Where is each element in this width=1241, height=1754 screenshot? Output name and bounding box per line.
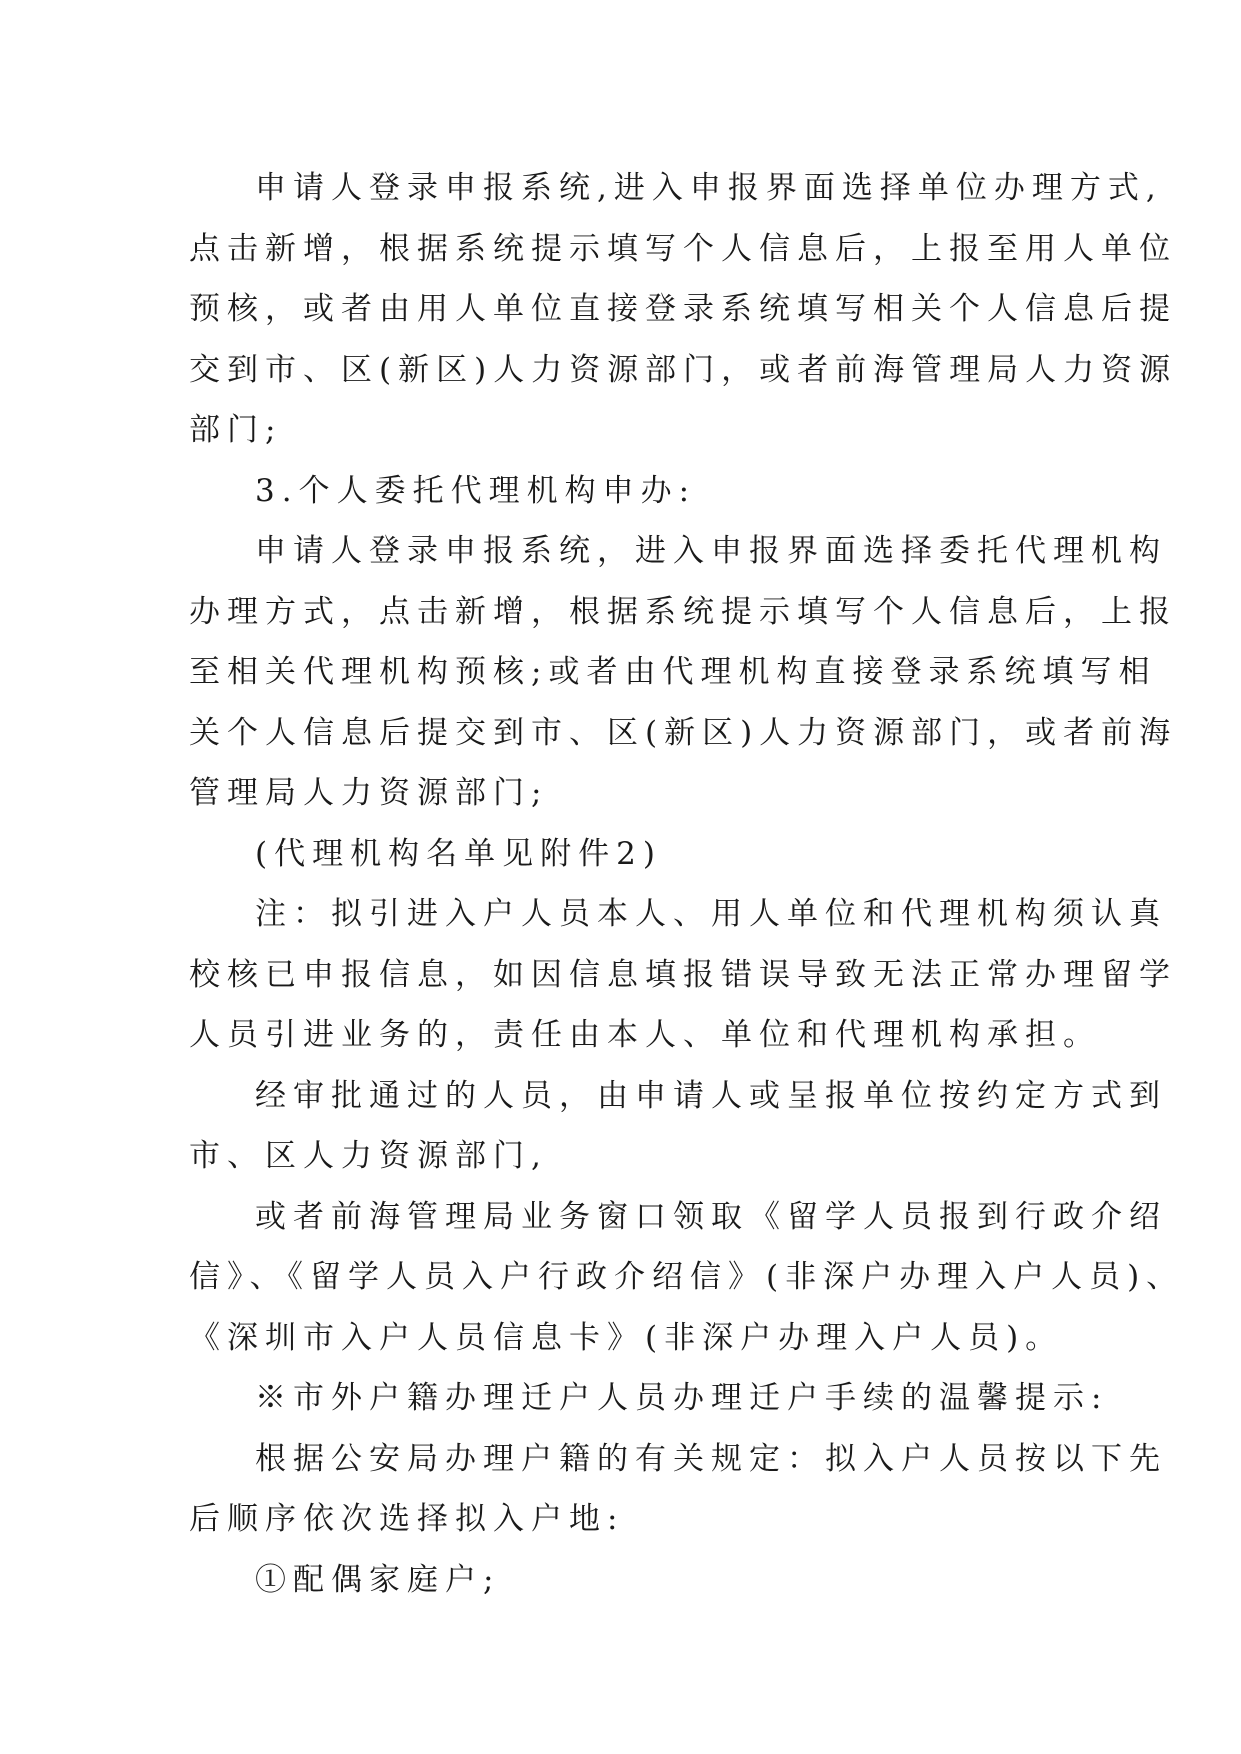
paragraph-line: 办理方式，点击新增，根据系统提示填写个人信息后，上报 bbox=[189, 593, 1177, 630]
paragraph-line: 根据公安局办理户籍的有关规定：拟入户人员按以下先 bbox=[255, 1440, 1167, 1477]
paragraph-line: 关个人信息后提交到市、区(新区)人力资源部门，或者前海 bbox=[189, 714, 1178, 751]
paragraph-line: 后顺序依次选择拟入户地: bbox=[189, 1501, 625, 1537]
paragraph-line: 信》、《留学人员入户行政介绍信》(非深户办理入户人员)、 bbox=[189, 1259, 1185, 1295]
paragraph-line: 申请人登录申报系统，进入申报界面选择委托代理机构 bbox=[255, 533, 1167, 569]
note-line: 校核已申报信息，如因信息填报错误导致无法正常办理留学 bbox=[189, 956, 1177, 993]
tip-heading: ※市外户籍办理迁户人员办理迁户手续的温馨提示: bbox=[255, 1380, 1109, 1416]
section-heading: 3.个人委托代理机构申办: bbox=[255, 472, 697, 509]
paragraph-line: 至相关代理机构预核;或者由代理机构直接登录系统填写相 bbox=[189, 654, 1157, 690]
list-item: ①配偶家庭户; bbox=[255, 1561, 501, 1598]
paragraph-line: 预核，或者由用人单位直接登录系统填写相关个人信息后提 bbox=[189, 291, 1177, 327]
note-line: 注：拟引进入户人员本人、用人单位和代理机构须认真 bbox=[255, 896, 1167, 932]
document-body bbox=[189, 158, 1185, 1610]
paragraph-line: 交到市、区(新区)人力资源部门，或者前海管理局人力资源 bbox=[189, 351, 1178, 388]
paragraph-line: 经审批通过的人员，由申请人或呈报单位按约定方式到 bbox=[255, 1077, 1167, 1114]
paragraph-line: 部门; bbox=[189, 412, 283, 448]
paragraph-line: 点击新增，根据系统提示填写个人信息后，上报至用人单位 bbox=[189, 230, 1177, 267]
note-line: 人员引进业务的，责任由本人、单位和代理机构承担。 bbox=[189, 1017, 1101, 1053]
paragraph-line: 市、区人力资源部门, bbox=[189, 1138, 548, 1174]
paragraph-line: 管理局人力资源部门; bbox=[189, 775, 549, 811]
paragraph-line: 或者前海管理局业务窗口领取《留学人员报到行政介绍 bbox=[255, 1198, 1167, 1235]
paragraph-line: (代理机构名单见附件2) bbox=[255, 835, 662, 872]
paragraph-line: 《深圳市入户人员信息卡》(非深户办理入户人员)。 bbox=[189, 1319, 1064, 1356]
paragraph-line: 申请人登录申报系统,进入申报界面选择单位办理方式, bbox=[255, 170, 1163, 206]
